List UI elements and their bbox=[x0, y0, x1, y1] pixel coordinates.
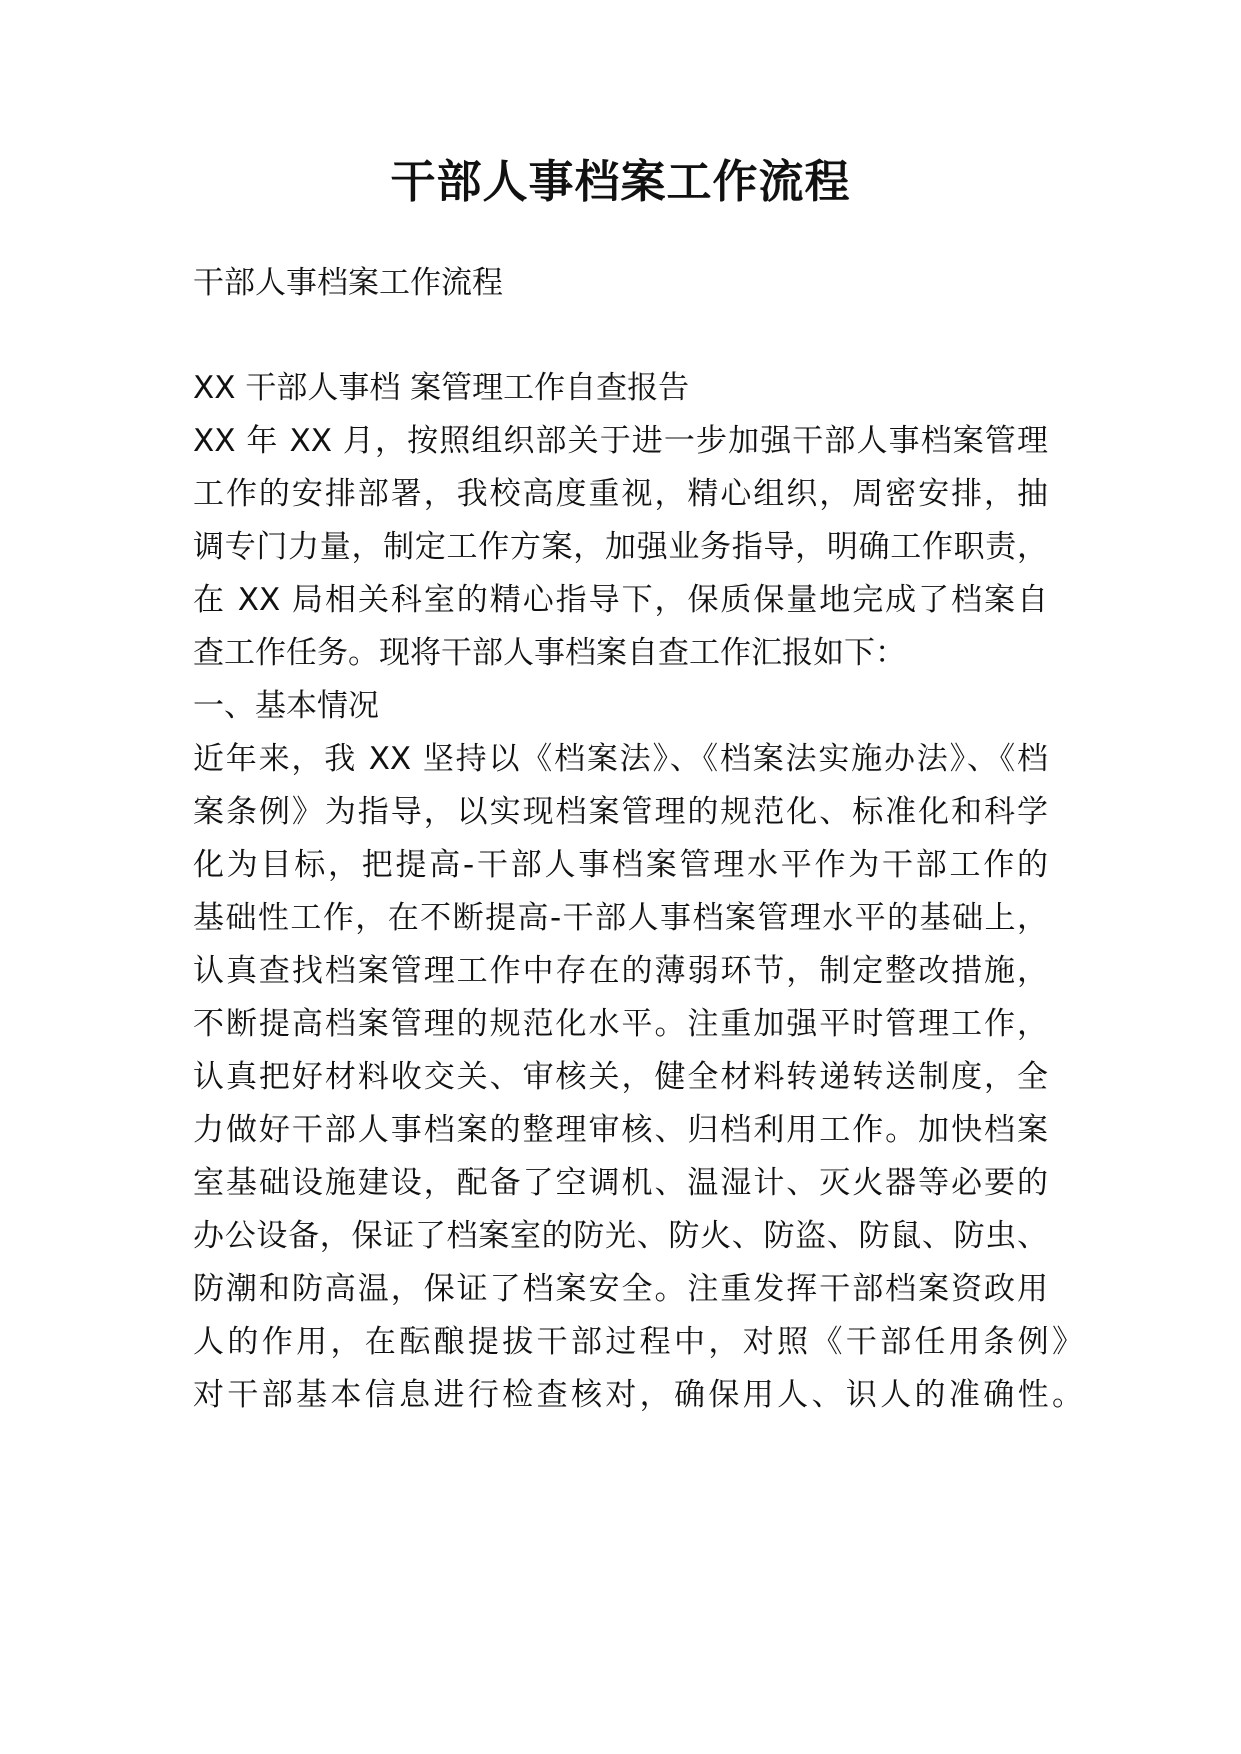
paragraph-line: 力做好干部人事档案的整理审核、归档利用工作。加快档案 bbox=[193, 1112, 1048, 1148]
paragraph-line: 调专门力量，制定工作方案，加强业务指导，明确工作职责， bbox=[193, 529, 1048, 565]
report-heading: XX 干部人事档 案管理工作自查报告 bbox=[193, 370, 690, 406]
section-heading: 一、基本情况 bbox=[193, 688, 379, 724]
paragraph-line: 人的作用，在酝酿提拔干部过程中，对照《干部任用条例》 bbox=[193, 1324, 1083, 1360]
paragraph-line: 室基础设施建设，配备了空调机、温湿计、灭火器等必要的 bbox=[193, 1165, 1048, 1201]
paragraph-line: 防潮和防高温，保证了档案安全。注重发挥干部档案资政用 bbox=[193, 1271, 1048, 1307]
paragraph-line: 案条例》为指导，以实现档案管理的规范化、标准化和科学 bbox=[193, 794, 1048, 830]
paragraph-line: 对干部基本信息进行检查核对，确保用人、识人的准确性。 bbox=[193, 1377, 1083, 1413]
paragraph-line: 查工作任务。现将干部人事档案自查工作汇报如下： bbox=[193, 635, 906, 671]
paragraph-line: 工作的安排部署，我校高度重视，精心组织，周密安排，抽 bbox=[193, 476, 1048, 512]
paragraph-line: 不断提高档案管理的规范化水平。注重加强平时管理工作， bbox=[193, 1006, 1048, 1042]
paragraph-line: 化为目标，把提高-干部人事档案管理水平作为干部工作的 bbox=[193, 847, 1048, 883]
paragraph-line: XX 年 XX 月，按照组织部关于进一步加强干部人事档案管理 bbox=[193, 423, 1048, 459]
document-subtitle: 干部人事档案工作流程 bbox=[193, 265, 503, 301]
paragraph-line: 办公设备，保证了档案室的防光、防火、防盗、防鼠、防虫、 bbox=[193, 1218, 1048, 1254]
paragraph-line: 认真查找档案管理工作中存在的薄弱环节，制定整改措施， bbox=[193, 953, 1048, 989]
paragraph-line: 认真把好材料收交关、审核关，健全材料转递转送制度，全 bbox=[193, 1059, 1048, 1095]
document-title: 干部人事档案工作流程 bbox=[390, 155, 851, 208]
paragraph-line: 在 XX 局相关科室的精心指导下，保质保量地完成了档案自 bbox=[193, 582, 1048, 618]
paragraph-line: 基础性工作，在不断提高-干部人事档案管理水平的基础上， bbox=[193, 900, 1048, 936]
paragraph-line: 近年来，我 XX 坚持以《档案法》、《档案法实施办法》、《档 bbox=[193, 741, 1048, 777]
